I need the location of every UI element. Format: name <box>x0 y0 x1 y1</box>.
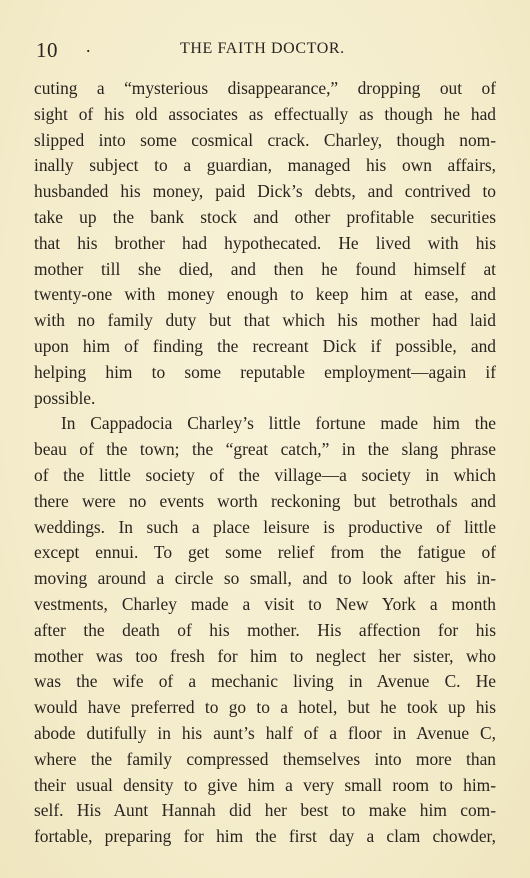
text-line: that his brother had hypothecated. He lived with his <box>34 232 496 253</box>
text-line: upon him of finding the recreant Dick if possible, and <box>34 335 496 356</box>
running-title: THE FAITH DOCTOR. <box>180 40 345 57</box>
text-line: inally subject to a guardian, managed his own affairs, <box>34 155 496 176</box>
text-line: fortable, preparing for him the first day a clam chowder, <box>34 826 496 847</box>
text-line: except ennui. To get some relief from the fatigue of <box>34 542 496 563</box>
text-line: of the little society of the village—a society in which <box>34 464 496 485</box>
header-separator: . <box>86 36 91 56</box>
text-line: moving around a circle so small, and to look after his in- <box>34 568 496 589</box>
paragraph-end-line: possible. <box>34 387 96 408</box>
text-line: there were no events worth reckoning but betrothals and <box>34 490 496 511</box>
text-line: sight of his old associates as effectually as though he had <box>34 103 496 124</box>
text-line: would have preferred to go to a hotel, but he took up his <box>34 697 496 718</box>
text-line: self. His Aunt Hannah did her best to make him com- <box>34 800 496 821</box>
text-line: after the death of his mother. His affection for his <box>34 619 496 640</box>
text-line: was the wife of a mechanic living in Avenue C. He <box>34 671 496 692</box>
text-line: vestments, Charley made a visit to New York a month <box>34 593 496 614</box>
page-number: 10 <box>36 38 58 62</box>
text-line: their usual density to give him a very small room to him- <box>34 774 496 795</box>
text-line: beau of the town; the “great catch,” in the slang phrase <box>34 439 496 460</box>
text-line: helping him to some reputable employment—again if <box>34 361 496 382</box>
running-head <box>36 38 498 62</box>
text-line: mother till she died, and then he found himself at <box>34 258 496 279</box>
text-line: abode dutifully in his aunt’s half of a floor in Avenue C, <box>34 722 496 743</box>
text-line: weddings. In such a place leisure is productive of little <box>34 516 496 537</box>
text-line: twenty-one with money enough to keep him at ease, and <box>34 284 496 305</box>
body-text <box>34 76 496 850</box>
text-line: slipped into some cosmical crack. Charley, though nom- <box>34 129 496 150</box>
text-line: husbanded his money, paid Dick’s debts, and contrived to <box>34 181 496 202</box>
text-line: take up the bank stock and other profitable securities <box>34 206 496 227</box>
text-line: where the family compressed themselves into more than <box>34 748 496 769</box>
text-line: cuting a “mysterious disappearance,” dropping out of <box>34 78 496 98</box>
paragraph-first-line: In Cappadocia Charley’s little fortune made him the <box>61 413 496 434</box>
text-line: mother was too fresh for him to neglect her sister, who <box>34 645 496 666</box>
text-line: with no family duty but that which his mother had laid <box>34 310 496 331</box>
